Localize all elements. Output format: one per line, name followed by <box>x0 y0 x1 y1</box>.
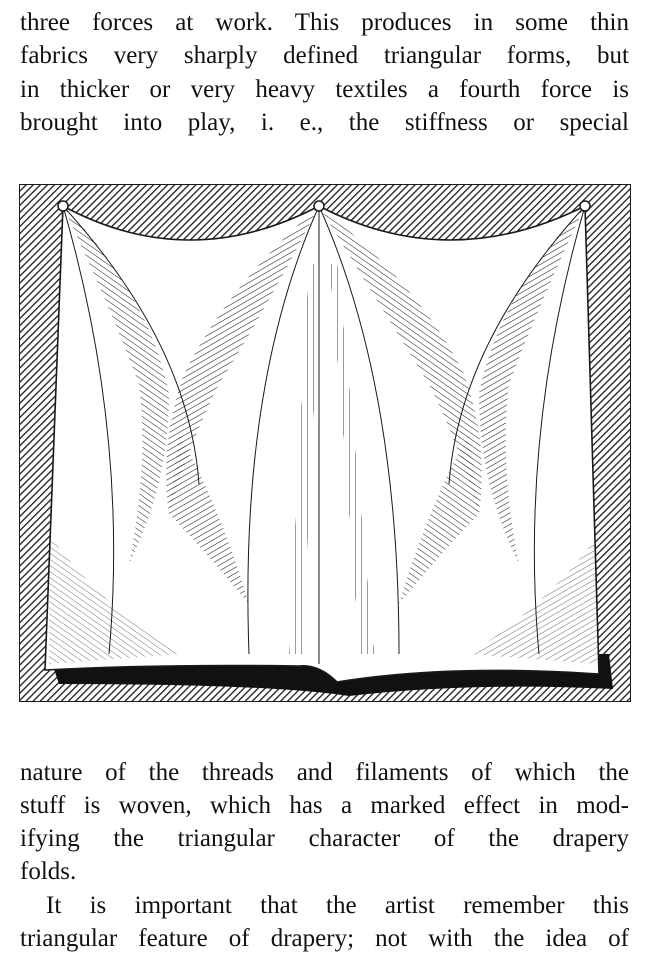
text-line: stuff is woven, which has a marked effect in mod- <box>20 792 629 819</box>
pin-right <box>580 201 590 211</box>
drapery-figure <box>19 184 631 702</box>
text-line: fabrics very sharply defined triangular forms, but <box>20 42 629 69</box>
pin-center <box>314 201 324 211</box>
text-line: It is important that the artist remember this <box>46 892 629 919</box>
text-line: in thicker or very heavy textiles a fourth force is <box>20 76 629 103</box>
pin-left <box>58 201 68 211</box>
text-line: brought into play, i. e., the stiffness or special <box>20 109 629 136</box>
text-line: three forces at work. This produces in some thin <box>20 9 629 36</box>
text-line: folds. <box>20 858 77 885</box>
text-line: triangular feature of drapery; not with the idea of <box>20 925 629 952</box>
drapery-illustration <box>19 184 631 702</box>
text-line: ifying the triangular character of the drapery <box>20 825 629 852</box>
text-line: nature of the threads and filaments of which the <box>20 759 629 786</box>
